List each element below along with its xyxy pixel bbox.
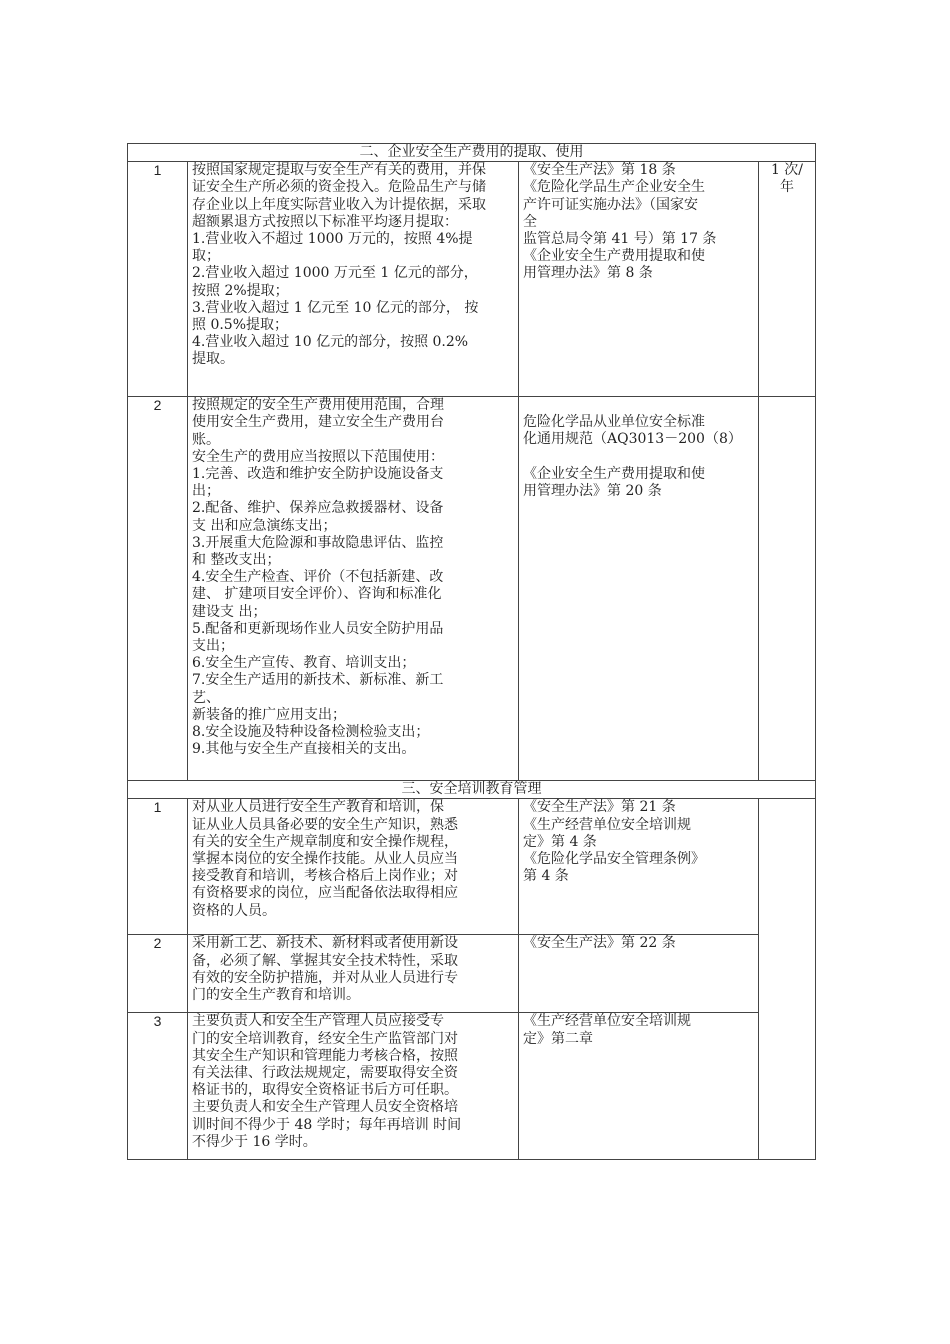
text-line: 有效的安全防护措施，并对从业人员进行专: [192, 969, 458, 986]
text-line: 1 次/: [770, 162, 804, 179]
requirement-cell: [188, 799, 519, 935]
text-line: 3.营业收入超过 1 亿元至 10 亿元的部分， 按: [192, 299, 479, 316]
text-line: 1.完善、改造和维护安全防护设施设备支: [192, 466, 444, 483]
text-line: 按照 2%提取；: [192, 282, 289, 299]
text-line: 建设支 出；: [192, 603, 267, 620]
text-line: 年: [780, 179, 794, 196]
text-line: 建、 扩建项目安全评价）、咨询和标准化: [192, 586, 442, 603]
text-line: 艺、: [192, 689, 220, 706]
text-line: 按照规定的安全生产费用使用范围，合理: [192, 397, 444, 414]
text-line: 6.安全生产宣传、教育、培训支出；: [192, 655, 416, 672]
row-number: 1: [128, 799, 188, 935]
section-header-row: [128, 781, 816, 799]
text-line: 安全生产的费用应当按照以下范围使用：: [192, 448, 444, 465]
text-line: 用管理办法》第 8 条: [523, 265, 653, 282]
text-line: 格证书的，取得安全资格证书后方可任职。: [192, 1082, 458, 1099]
frequency-cell: [759, 799, 816, 1160]
basis-cell: [519, 162, 759, 397]
text-line: 证从业人员具备必要的安全生产知识，熟悉: [192, 816, 458, 833]
text-line: 按照国家规定提取与安全生产有关的费用，并保: [192, 162, 486, 179]
basis-cell: [519, 1013, 759, 1160]
text-line: 提取。: [192, 351, 234, 368]
table-row: [128, 935, 816, 1013]
text-line: 4.安全生产检查、评价（不包括新建、改: [192, 569, 444, 586]
text-line: 训时间不得少于 48 学时；每年再培训 时间: [192, 1116, 462, 1133]
text-line: 4.营业收入超过 10 亿元的部分，按照 0.2%: [192, 334, 469, 351]
text-line: 门的安全生产教育和培训。: [192, 987, 360, 1004]
regulation-table: [127, 143, 816, 1160]
table-row: [128, 799, 816, 935]
text-line: 对从业人员进行安全生产教育和培训，保: [192, 799, 444, 816]
basis-cell: [519, 799, 759, 935]
text-line: 2.配备、维护、保养应急救援器材、设备: [192, 500, 444, 517]
text-line: 8.安全设施及特种设备检测检验支出；: [192, 724, 430, 741]
text-line: 支出；: [192, 638, 234, 655]
text-line: 2.营业收入超过 1000 万元至 1 亿元的部分，: [192, 265, 478, 282]
text-line: 掌握本岗位的安全操作技能。从业人员应当: [192, 851, 458, 868]
text-line: 照 0.5%提取；: [192, 317, 289, 334]
text-line: 其安全生产知识和管理能力考核合格，按照: [192, 1047, 458, 1064]
text-line: 9.其他与安全生产直接相关的支出。: [192, 741, 416, 758]
text-line: 《危险化学品安全管理条例》: [523, 851, 705, 868]
section-header-row: [128, 144, 816, 162]
frequency-cell: [759, 162, 816, 397]
text-line: 出；: [192, 483, 220, 500]
basis-cell: [519, 935, 759, 1013]
text-line: 门的安全培训教育，经安全生产监管部门对: [192, 1030, 458, 1047]
text-line: 定》第 4 条: [523, 833, 597, 850]
text-line: 定》第二章: [523, 1030, 593, 1047]
row-number: 2: [128, 935, 188, 1013]
text-line: 资格的人员。: [192, 902, 276, 919]
text-line: 不得少于 16 学时。: [192, 1133, 317, 1150]
text-line: 主要负责人和安全生产管理人员安全资格培: [192, 1099, 458, 1116]
text-line: 7.安全生产适用的新技术、新标准、新工: [192, 672, 444, 689]
table-row: [128, 397, 816, 781]
text-line: 《安全生产法》第 18 条: [523, 162, 676, 179]
text-line: 使用安全生产费用，建立安全生产费用台: [192, 414, 444, 431]
text-line: 超额累退方式按照以下标准平均逐月提取：: [192, 213, 458, 230]
table-row: [128, 162, 816, 397]
table-row: [128, 1013, 816, 1160]
text-line: 监管总局令第 41 号）第 17 条: [523, 231, 717, 248]
text-line: 有关的安全生产规章制度和安全操作规程，: [192, 833, 458, 850]
text-line: 3.开展重大危险源和事故隐患评估、监控: [192, 534, 444, 551]
text-line: 5.配备和更新现场作业人员安全防护用品: [192, 620, 444, 637]
text-line: 新装备的推广应用支出；: [192, 706, 346, 723]
row-number: 1: [128, 162, 188, 397]
text-line: 《企业安全生产费用提取和使: [523, 248, 705, 265]
text-line: 化通用规范（AQ3013－200（8）: [523, 431, 742, 448]
text-line: 有资格要求的岗位，应当配备依法取得相应: [192, 885, 458, 902]
text-line: 《安全生产法》第 22 条: [523, 935, 676, 952]
requirement-cell: [188, 935, 519, 1013]
text-line: 账。: [192, 431, 220, 448]
section-title: 三、安全培训教育管理: [128, 781, 816, 799]
text-line: 《企业安全生产费用提取和使: [523, 465, 705, 482]
text-line: 备，必须了解、掌握其安全技术特性，采取: [192, 952, 458, 969]
requirement-cell: [188, 1013, 519, 1160]
requirement-cell: [188, 397, 519, 781]
text-line: 《生产经营单位安全培训规: [523, 1013, 691, 1030]
text-line: 《安全生产法》第 21 条: [523, 799, 676, 816]
text-line: 取；: [192, 248, 220, 265]
text-line: 支 出和应急演练支出；: [192, 517, 337, 534]
requirement-cell: [188, 162, 519, 397]
text-line: 第 4 条: [523, 868, 569, 885]
text-line: 《危险化学品生产企业安全生: [523, 179, 705, 196]
text-line: 接受教育和培训，考核合格后上岗作业；对: [192, 868, 458, 885]
section-title: 二、企业安全生产费用的提取、使用: [128, 144, 816, 162]
row-number: 2: [128, 397, 188, 781]
text-line: 存企业以上年度实际营业收入为计提依据，采取: [192, 196, 486, 213]
text-line: 《生产经营单位安全培训规: [523, 816, 691, 833]
text-line: 有关法律、行政法规规定，需要取得安全资: [192, 1065, 458, 1082]
text-line: 1.营业收入不超过 1000 万元的，按照 4%提: [192, 231, 473, 248]
row-number: 3: [128, 1013, 188, 1160]
text-line: 采用新工艺、新技术、新材料或者使用新设: [192, 935, 458, 952]
text-line: 产许可证实施办法》（国家安: [523, 196, 698, 213]
text-line: 证安全生产所必须的资金投入。危险品生产与储: [192, 179, 486, 196]
basis-cell: [519, 397, 759, 781]
text-line: 全: [523, 213, 537, 230]
frequency-cell: [759, 397, 816, 781]
text-line: 用管理办法》第 20 条: [523, 482, 662, 499]
text-line: 主要负责人和安全生产管理人员应接受专: [192, 1013, 444, 1030]
text-line: 危险化学品从业单位安全标准: [523, 414, 705, 431]
text-line: 和 整改支出；: [192, 552, 281, 569]
